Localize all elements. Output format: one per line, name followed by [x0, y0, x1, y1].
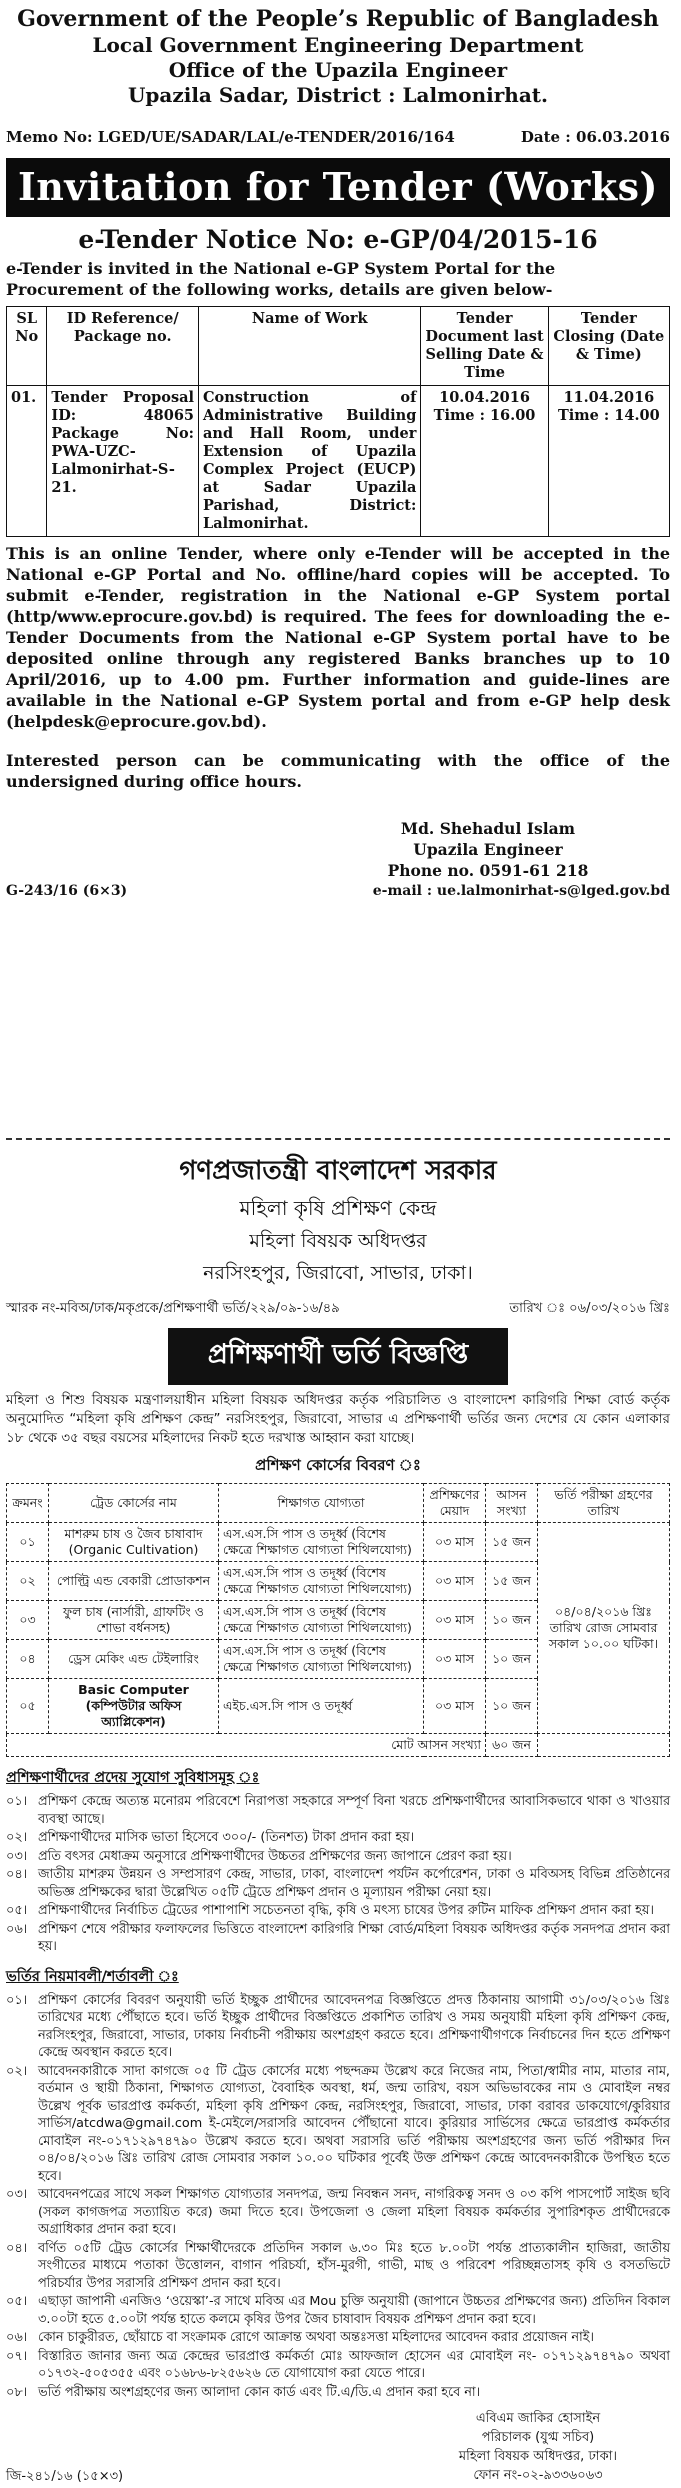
bn-header-line2: মহিলা কৃষি প্রশিক্ষণ কেন্দ্র [239, 1196, 437, 1220]
admission-intro: মহিলা ও শিশু বিষয়ক মন্ত্রণালয়াধীন মহিলা বিষয়ক অধিদপ্তর কর্তৃক পরিচালিত ও বাংলাদেশ কারিগরি শিক্ষা বোর্ড কর্তৃক অনুমোদিত “মহিলা কৃষি প্রশিক্ষণ কেন্দ্র” নরসিংহপুর, জিরাবো, সাভার এ প্রশিক্ষণার্থী ভর্তির জন্য দেশের যে কোন এলাকার ১৮ থেকে ৩৫ বছর বয়সের মহিলাদের নিকট হতে দরখাস্ত আহ্বান করা যাচ্ছে। [6, 1392, 670, 1446]
contact-note: Interested person can be communicating with the office of the undersigned during office hours. [6, 751, 670, 791]
bn-ref-code: জি-২৪১/১৬ (১৫×৩) [6, 2469, 124, 2484]
list-item [6, 1848, 670, 1866]
tender-notice-number: e-Tender Notice No: e-GP/04/2015-16 [78, 225, 598, 254]
list-item-text: কোন চাকুরীরত, ছোঁয়াচে বা সংক্রামক রোগে আক্রান্ত অথবা অন্তঃসত্তা মহিলাদের আবেদন করার প্রয়োজন নাই। [38, 2330, 594, 2345]
row-duration: ০৩ মাস [424, 1523, 486, 1562]
bn-memo-number: স্মারক নং-মবিঅ/ঢাক/মকৃপ্রকে/প্রশিক্ষণার্থী ভর্তি/২২৯/০৯-১৬/৪৯ [6, 1301, 340, 1316]
row-course: মাশরুম চাষ ও জৈব চাষাবাদ (Organic Cultivation) [49, 1523, 219, 1562]
list-item [6, 2063, 670, 2186]
row-serial: ০৪ [7, 1640, 49, 1679]
row-serial: ০৫ [7, 1679, 49, 1734]
row-seats: ১০ জন [486, 1679, 538, 1734]
benefits-list [6, 1793, 670, 1956]
list-item [6, 2240, 670, 2293]
row-seats: ১৫ জন [486, 1523, 538, 1562]
list-item-number: ০৫। [6, 2294, 28, 2309]
th-work: Name of Work [199, 307, 421, 386]
memo-row [6, 128, 670, 146]
table-row [7, 386, 670, 537]
tender-banner: Invitation for Tender (Works) [6, 158, 670, 217]
signatory-name: Md. Shehadul Islam [400, 819, 576, 838]
list-item-number: ০৩। [6, 2187, 28, 2202]
list-item-text: প্রশিক্ষণ কোর্সের বিবরণ অনুযায়ী ভর্তি ইচ্ছুক প্রার্থীদের আবেদনপত্র বিজ্ঞপ্তিতে প্রদত্ত ঠিকানায় আগামী ৩১/০৩/২০১৬ খ্রিঃ তারিখের মধ্যে পৌঁছাতে হবে। ভর্তি ইচ্ছুক প্রার্থীদের বিজ্ঞপ্তিতে প্রকাশিত তারিখ ও সময় অনুযায়ী মহিলা কৃষি প্রশিক্ষণ কেন্দ্র, নরসিংহপুর, জিরাবো, সাভার, ঢাকায় নির্বাচনী পরীক্ষায় অংশগ্রহণ করতে হবে। প্রশিক্ষণার্থীগণকে নির্বাচনের দিন হতে প্রশিক্ষণ কেন্দ্রে অবস্থান করতে হবে। [38, 1992, 670, 2060]
bn-signatory-phone: ফোন নং-০২-৯৩৩৬০৬৩ [473, 2468, 603, 2483]
closing-time: Time : 14.00 [557, 407, 660, 424]
row-serial: ০১ [7, 1523, 49, 1562]
list-item [6, 1793, 670, 1828]
list-item-number: ০৮। [6, 2384, 28, 2400]
list-item-text: আবেদনপত্রের সাথে সকল শিক্ষাগত যোগ্যতার সনদপত্র, জন্ম নিবন্ধন সনদ, নাগরিকত্ব সনদ ও ০৩ কপি পাসপোর্ট সাইজ ছবি (সকল কাগজপত্র সত্যায়িত করে) জমা দিতে হবে। উপজেলা ও জেলা মহিলা বিষয়ক কর্মকর্তার সুপারিশকৃত প্রার্থীদেরকে অগ্রাধিকার প্রদান করা হবে। [38, 2187, 670, 2237]
signature-block [306, 818, 670, 881]
list-item-number: ০১। [6, 1794, 28, 1809]
list-item-text: জাতীয় মাশরুম উন্নয়ন ও সম্প্রসারণ কেন্দ্র, সাভার, ঢাকা, বাংলাদেশ পর্যটন কর্পোরেশন, ঢাকা ও মবিঅসহ বিভিন্ন প্রতিষ্ঠানের অভিজ্ঞ প্রশিক্ষকের দ্বারা উল্লেখিত ০৫টি ট্রেডে প্রশিক্ষণ প্রদান ও মূল্যায়ন পরীক্ষা নেয়া হয়। [38, 1867, 670, 1900]
row-duration: ০৩ মাস [424, 1562, 486, 1601]
table-row [7, 1523, 670, 1562]
course-table [6, 1483, 670, 1757]
signatory-title: Upazila Engineer [413, 840, 563, 859]
row-course: Basic Computer (কম্পিউটার অফিস অ্যাপ্লিকেশন) [49, 1679, 219, 1734]
gov-header-line4: Upazila Sadar, District : Lalmonirhat. [127, 83, 548, 107]
bn-memo-row [6, 1299, 670, 1320]
bn-signatory-name: এবিএম জাকির হোসাইন [475, 2411, 601, 2426]
row-seats: ১০ জন [486, 1640, 538, 1679]
list-item-text: ভর্তি পরীক্ষায় অংশগ্রহণের জন্য আলাদা কোন কার্ড এবং টি.এ/ডি.এ প্রদান করা হবে না। [38, 2384, 481, 2400]
tender-table-header [7, 307, 670, 386]
row-qualification: এইচ.এস.সি পাস ও তদূর্ধ্ব [219, 1679, 424, 1734]
th-sl: SL No [7, 307, 47, 386]
list-item [6, 1992, 670, 2062]
cell-work: Construction of Administrative Building and Hall Room, under Extension of Upazila Complex Project (EUCP) at Sadar Upazila Parishad, District: Lalmonirhat. [199, 386, 421, 537]
row-qualification: এস.এস.সি পাস ও তদূর্ধ্ব (বিশেষ ক্ষেত্রে শিক্ষাগত যোগ্যতা শিথিলযোগ্য) [219, 1523, 424, 1562]
list-item-text: প্রশিক্ষণার্থীদের মাসিক ভাতা হিসেবে ৩০০/- (তিনশত) টাকা প্রদান করা হয়। [38, 1830, 415, 1845]
list-item-number: ০৬। [6, 1921, 28, 1937]
total-row [7, 1734, 670, 1757]
gov-header-line3: Office of the Upazila Engineer [168, 58, 508, 82]
list-item-text: এছাড়া জাপানী এনজিও ‘ওয়েস্কা’-র সাথে মবিঅ এর Mou চুক্তি অনুযায়ী (জাপানে উচ্চতর প্রশিক্ষণের জন্য) প্রতিদিন বিকাল ৩.০০টা হতে ৫.০০টা পর্যন্ত হাতে কলমে কৃষির উপর জৈব চাষাবাদ বিষয়ক প্রশিক্ষণ প্রদান করা হবে। [38, 2294, 670, 2327]
list-item [6, 1866, 670, 1901]
rules-heading: ভর্তির নিয়মাবলী/শর্তাবলী ঃ [6, 1968, 179, 1985]
list-item [6, 2186, 670, 2239]
list-item-text: আবেদনকারীকে সাদা কাগজে ০৫ টি ট্রেড কোর্সের মধ্যে পছন্দক্রম উল্লেখ করে নিজের নাম, পিতা/স্বামীর নাম, মাতার নাম, বর্তমান ও স্থায়ী ঠিকানা, শিক্ষাগত যোগ্যতা, বৈবাহিক অবস্থা, ধর্ম, জন্ম তারিখ, বয়স অভিভাবকের নাম ও মোবাইল নম্বর উল্লেখ পূর্বক ভারপ্রাপ্ত কর্মকর্তা, মহিলা কৃষি প্রশিক্ষণ কেন্দ্র, নরসিংহপুর, জিরাবো, সাভার, ঢাকা বরাবর ডাকযোগে/কুরিয়ার সার্ভিস/atcdwa@gmail.com ই-মেইলে/সরাসরি আবেদন পৌঁছানো যাবে। কুরিয়ার সার্ভিসের ক্ষেত্রে ভারপ্রাপ্ত কর্মকর্তার মোবাইল নং-০১৭১২৯৭৪৭৯০ উল্লেখ করতে হবে। অথবা সরাসরি ভর্তি পরীক্ষায় অংশগ্রহণের জন্য ভর্তি পরীক্ষার দিন ০৪/০৪/২০১৬ খ্রিঃ তারিখ রোজ সোমবার সকাল ১০.০০ ঘটিকার পূর্বেই উক্ত প্রশিক্ষণ কেন্দ্রে আবেদনকারীকে উপস্থিত হতে হবে। [38, 2063, 670, 2184]
gov-header-line1: Government of the People’s Republic of Bangladesh [17, 6, 659, 32]
row-seats: ১৫ জন [486, 1562, 538, 1601]
list-item [6, 2329, 670, 2347]
exam-date: ০৪/০৪/২০১৬ খ্রিঃ তারিখ রোজ সোমবার সকাল ১০.০০ ঘটিকা। [538, 1523, 670, 1734]
bn-header-line1: গণপ্রজাতন্ত্রী বাংলাদেশ সরকার [179, 1156, 497, 1186]
bn-memo-date: তারিখ ঃ ০৬/০৩/২০১৬ খ্রিঃ [509, 1301, 670, 1316]
benefits-heading: প্রশিক্ষণার্থীদের প্রদেয় সুযোগ সুবিধাসমূহ ঃ [6, 1770, 260, 1786]
th-course: ট্রেড কোর্সের নাম [49, 1484, 219, 1523]
list-item-number: ০৪। [6, 1867, 28, 1882]
row-qualification: এস.এস.সি পাস ও তদূর্ধ্ব (বিশেষ ক্ষেত্রে শিক্ষাগত যোগ্যতা শিথিলযোগ্য) [219, 1640, 424, 1679]
contact-email: e-mail : ue.lalmonirhat-s@lged.gov.bd [372, 883, 670, 899]
course-table-header [7, 1484, 670, 1523]
list-item-text: বর্ণিত ০৫টি ট্রেড কোর্সের শিক্ষার্থীদেরকে প্রতিদিন সকাল ৬.৩০ মিঃ হতে ৮.০০টা পর্যন্ত প্রাত্যকালীন হাজিরা, জাতীয় সংগীতের মাধ্যমে পতাকা উত্তোলন, বাগান পরিচর্যা, হাঁস-মুরগী, গাভী, মাছ ও পরিবেশ পরিচ্ছন্নতাসহ কৃষি ও বসতভিটে পরিচর্যার উপর সরাসরি প্রশিক্ষণ প্রদান করা হবে। [38, 2240, 670, 2291]
list-item-number: ০৩। [6, 1848, 28, 1864]
th-closing: Tender Closing (Date & Time) [548, 307, 669, 386]
cell-ref: Tender Proposal ID: 48065 Package No: PWA-UZC-Lalmonirhat-S-21. [47, 386, 199, 537]
footer-row [6, 883, 670, 899]
list-item-text: প্রতি বৎসর মেধাক্রম অনুসারে প্রশিক্ষণার্থীদের উচ্চতর প্রশিক্ষণের জন্য জাপানে প্রেরণ করা হয়। [38, 1848, 512, 1864]
list-item-number: ০৬। [6, 2330, 28, 2345]
th-ref: ID Reference/ Package no. [47, 307, 199, 386]
tender-terms: This is an online Tender, where only e-Tender will be accepted in the National e-GP Portal and No. offline/hard copies will be accepted. To submit e-Tender, registration in the National e-GP System portal (http/www.eprocure.gov.bd) is required. The fees for downloading the e-Tender Documents from the National e-GP System portal have to be deposited online through any registered Banks branches up to 10 April/2016, up to 4.00 pm. Further information and guide-lines are available in the National e-GP System portal and from e-GP help desk (helpdesk@eprocure.gov.bd). [6, 544, 670, 731]
list-item-number: ০১। [6, 1992, 28, 2008]
list-item-number: ০২। [6, 1830, 28, 1845]
rules-list [6, 1992, 670, 2402]
row-serial: ০২ [7, 1562, 49, 1601]
row-qualification: এস.এস.সি পাস ও তদূর্ধ্ব (বিশেষ ক্ষেত্রে শিক্ষাগত যোগ্যতা শিথিলযোগ্য) [219, 1562, 424, 1601]
list-item-number: ০৭। [6, 2348, 28, 2364]
admission-notice [6, 1138, 670, 2484]
list-item-text: প্রশিক্ষণ কেন্দ্রে অত্যন্ত মনোরম পরিবেশে নিরাপত্তা সহকারে সম্পূর্ণ বিনা খরচে প্রশিক্ষণার্থীদের আবাসিকভাবে থাকা ও খাওয়ার ব্যবস্থা আছে। [38, 1794, 670, 1827]
tender-table [6, 306, 670, 537]
list-item-number: ০২। [6, 2063, 28, 2079]
list-item-text: বিস্তারিত জানার জন্য অত্র কেন্দ্রের ভারপ্রাপ্ত কর্মকর্তা মোঃ আফজাল হোসেন এর মোবাইল নং- ০১৭১২৯৭৪৭৯০ অথবা ০১৭৩২-৫০৫৩৫৫ এবং ০১৬৮৬-৮২৫৬২৬ তে যোগাযোগ করা যেতে পারে। [38, 2348, 670, 2381]
th-qualification: শিক্ষাগত যোগ্যতা [219, 1484, 424, 1523]
tender-intro: e-Tender is invited in the National e-GP System Portal for the Procurement of the following works, details are given below- [6, 259, 556, 299]
row-course: ফুল চাষ (নার্সারী, গ্রাফটিং ও শোভা বর্ধনসহ) [49, 1601, 219, 1640]
list-item-number: ০৫। [6, 1903, 28, 1918]
list-item [6, 1902, 670, 1920]
total-seats: ৬০ জন [486, 1734, 538, 1757]
row-duration: ০৩ মাস [424, 1601, 486, 1640]
signatory-phone: Phone no. 0591-61 218 [387, 861, 589, 880]
row-seats: ১০ জন [486, 1601, 538, 1640]
tender-notice [6, 6, 670, 1123]
list-item [6, 2384, 670, 2402]
ref-code: G-243/16 (6×3) [6, 883, 128, 899]
cell-sl: 01. [7, 386, 47, 537]
selling-date: 10.04.2016 [439, 389, 530, 406]
th-selling: Tender Document last Selling Date & Time [421, 307, 548, 386]
total-label: মোট আসন সংখ্যা [7, 1734, 486, 1757]
admission-banner: প্রশিক্ষণার্থী ভর্তি বিজ্ঞপ্তি [168, 1328, 508, 1385]
list-item-number: ০৪। [6, 2240, 28, 2256]
bn-header-line3: মহিলা বিষয়ক অধিদপ্তর [249, 1230, 427, 1252]
list-item [6, 2348, 670, 2383]
cell-selling [421, 386, 548, 537]
selling-time: Time : 16.00 [433, 407, 536, 424]
th-seats: আসন সংখ্যা [486, 1484, 538, 1523]
list-item [6, 1829, 670, 1847]
list-item-text: প্রশিক্ষণ শেষে পরীক্ষার ফলাফলের ভিত্তিতে বাংলাদেশ কারিগরি শিক্ষা বোর্ড/মহিলা বিষয়ক অধিদপ্তর কর্তৃক সনদপত্র প্রদান করা হয়। [38, 1921, 670, 1954]
list-item-text: প্রশিক্ষণার্থীদের নির্বাচিত ট্রেডের পাশাপাশি সচেতনতা বৃদ্ধি, কৃষি ও মৎস্য চাষের উপর রুটিন মাফিক প্রশিক্ষণ প্রদান করা হয়। [38, 1903, 654, 1918]
th-duration: প্রশিক্ষণের মেয়াদ [424, 1484, 486, 1523]
th-exam-date: ভর্তি পরীক্ষা গ্রহণের তারিখ [538, 1484, 670, 1523]
bn-signatory-office: মহিলা বিষয়ক অধিদপ্তর, ঢাকা। [458, 2449, 618, 2464]
closing-date: 11.04.2016 [563, 389, 655, 406]
th-serial: ক্রমনং [7, 1484, 49, 1523]
memo-number: Memo No: LGED/UE/SADAR/LAL/e-TENDER/2016/164 [6, 128, 455, 146]
list-item [6, 2293, 670, 2328]
gov-header-line2: Local Government Engineering Department [92, 33, 584, 57]
row-serial: ০৩ [7, 1601, 49, 1640]
bn-signatory-title: পরিচালক (যুগ্ম সচিব) [481, 2430, 595, 2445]
course-heading: প্রশিক্ষণ কোর্সের বিবরণ ঃ [255, 1456, 421, 1474]
list-item [6, 1921, 670, 1956]
row-course: পোল্ট্রি এন্ড বেকারী প্রোডাকশন [49, 1562, 219, 1601]
row-qualification: এস.এস.সি পাস ও তদূর্ধ্ব (বিশেষ ক্ষেত্রে শিক্ষাগত যোগ্যতা শিথিলযোগ্য) [219, 1601, 424, 1640]
row-duration: ০৩ মাস [424, 1640, 486, 1679]
cell-closing [548, 386, 669, 537]
row-course: ড্রেস মেকিং এন্ড টেইলারিং [49, 1640, 219, 1679]
bn-header-line4: নরসিংহপুর, জিরাবো, সাভার, ঢাকা। [203, 1262, 473, 1284]
row-duration: ০৩ মাস [424, 1679, 486, 1734]
memo-date: Date : 06.03.2016 [520, 128, 670, 146]
